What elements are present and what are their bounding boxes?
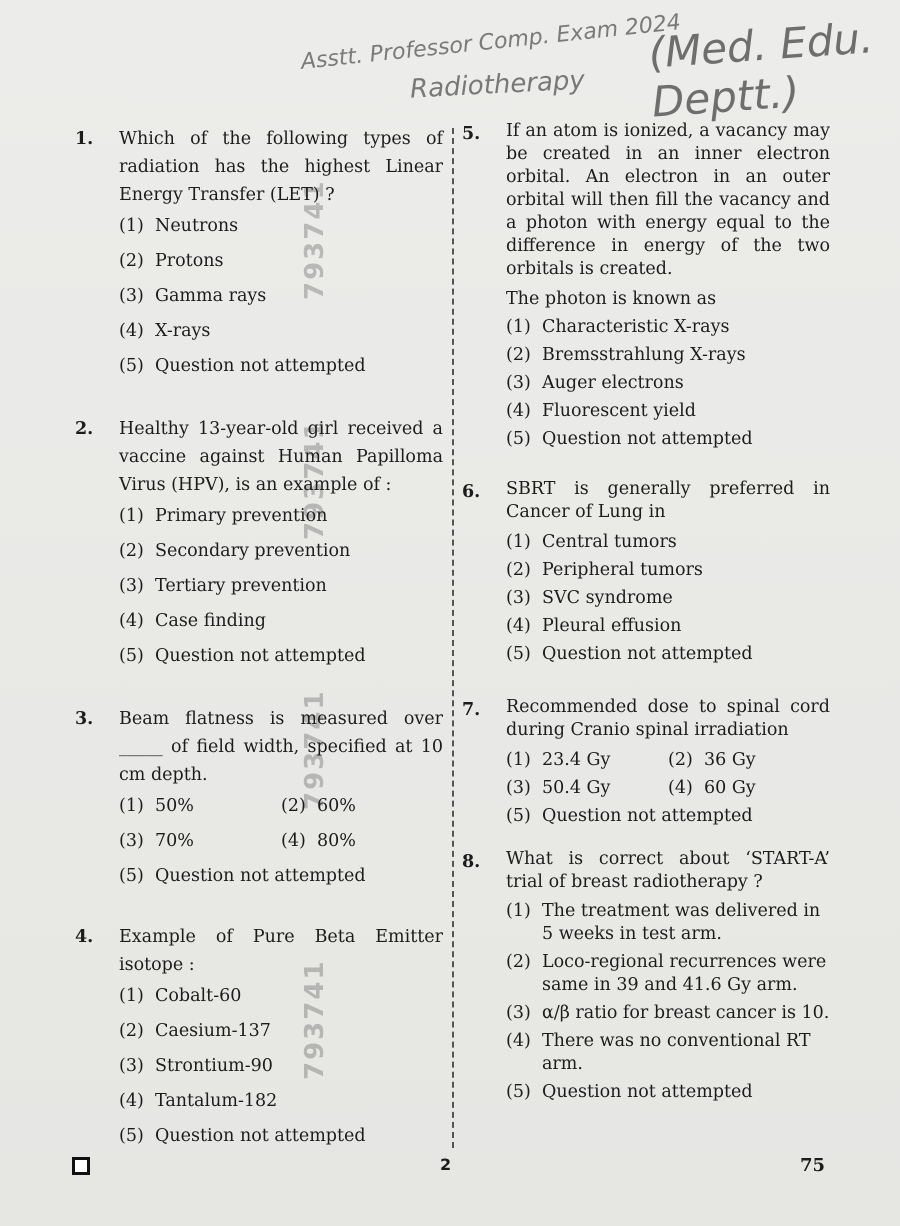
question — [462, 478, 830, 696]
question-number: 1. — [75, 129, 94, 149]
option: (1) 23.4 Gy — [506, 750, 611, 770]
right-column — [462, 120, 830, 1104]
question-number: 8. — [462, 852, 481, 872]
option: (1) Central tumors — [506, 532, 677, 552]
option: (1) Cobalt-60 — [119, 986, 242, 1006]
question — [462, 848, 830, 1104]
left-column — [75, 125, 443, 1154]
option: (5) Question not attempted — [119, 356, 366, 376]
option: (5) Question not attempted — [119, 646, 366, 666]
option: (4) X-rays — [119, 321, 211, 341]
option: (2) Loco-regional recurrences were same in 39 and 41.6 Gy arm. — [506, 952, 827, 995]
option: (3) Auger electrons — [506, 373, 684, 393]
options-list — [506, 528, 830, 668]
option: (2) Caesium-137 — [119, 1021, 271, 1041]
option: (5) Question not attempted — [119, 1126, 366, 1146]
option: (3) Strontium-90 — [119, 1056, 273, 1076]
question-text: Healthy 13-year-old girl received a vaccine against Human Papilloma Virus (HPV), is an example of : — [119, 419, 443, 495]
option: (3) α/β ratio for breast cancer is 10. — [506, 1003, 830, 1023]
watermark-serial: 793741 — [300, 419, 330, 540]
question — [75, 415, 443, 705]
booklet-code: 75 — [800, 1155, 826, 1176]
option: (4) Case finding — [119, 611, 266, 631]
question-number: 7. — [462, 700, 481, 720]
options-list — [506, 900, 830, 1104]
option: (5) Question not attempted — [506, 429, 753, 449]
watermark-serial: 793741 — [300, 179, 330, 300]
question-text: Example of Pure Beta Emitter isotope : — [119, 927, 443, 975]
question — [462, 120, 830, 478]
question-text: Recommended dose to spinal cord during Cranio spinal irradiation — [506, 697, 830, 740]
option: (2) Protons — [119, 251, 224, 271]
question-text: Beam flatness is measured over _____ of field width, specified at 10 cm depth. — [119, 709, 443, 785]
option: (3) SVC syndrome — [506, 588, 673, 608]
option-pair — [506, 774, 830, 802]
option: (4) 60 Gy — [668, 778, 756, 798]
question — [75, 125, 443, 415]
handwritten-note: (Med. Edu. Deptt.) — [646, 13, 875, 127]
question-number: 4. — [75, 927, 94, 947]
options-list — [119, 209, 443, 384]
option: (1) The treatment was delivered in 5 weeks in test arm. — [506, 901, 821, 944]
corner-marker-icon — [72, 1157, 90, 1175]
options-list — [506, 746, 830, 830]
column-divider — [452, 128, 454, 1148]
option: (4) Pleural effusion — [506, 616, 682, 636]
option: (1) 50% — [119, 796, 194, 816]
question-number: 2. — [75, 419, 94, 439]
question — [75, 705, 443, 923]
option: (2) 36 Gy — [668, 750, 756, 770]
option: (4) Tantalum-182 — [119, 1091, 278, 1111]
options-list — [119, 979, 443, 1154]
option: (3) 70% — [119, 831, 194, 851]
option: (4) Fluorescent yield — [506, 401, 696, 421]
question — [462, 696, 830, 848]
watermark-serial: 793741 — [300, 689, 330, 810]
page-number: 2 — [440, 1155, 452, 1174]
question-text: SBRT is generally preferred in Cancer of Lung in — [506, 479, 830, 522]
question-number: 3. — [75, 709, 94, 729]
option: (3) 50.4 Gy — [506, 778, 611, 798]
question-subtext: The photon is known as — [506, 289, 717, 309]
question-number: 6. — [462, 482, 481, 502]
question — [75, 923, 443, 1154]
handwritten-note: Asstt. Professor Comp. Exam 2024 — [299, 10, 682, 75]
option-pair — [506, 746, 830, 774]
handwritten-note: Radiotherapy — [409, 65, 586, 105]
option: (2) Bremsstrahlung X-rays — [506, 345, 746, 365]
option: (2) 60% — [281, 796, 356, 816]
question-text: If an atom is ionized, a vacancy may be created in an inner electron orbital. An electron in an outer orbital will then fill the vacancy and a photon with energy equal to the difference in energy of the two orbitals is created. — [506, 121, 830, 279]
question-number: 5. — [462, 124, 481, 144]
option: (3) Gamma rays — [119, 286, 267, 306]
watermark-serial: 793741 — [300, 959, 330, 1080]
option: (5) Question not attempted — [506, 644, 753, 664]
option: (5) Question not attempted — [506, 1082, 753, 1102]
option-pair — [119, 789, 443, 824]
question-text: Which of the following types of radiation has the highest Linear Energy Transfer (LET) ? — [119, 129, 443, 205]
question-text: What is correct about ‘START-A’ trial of breast radiotherapy ? — [506, 849, 830, 892]
option: (1) Neutrons — [119, 216, 239, 236]
options-list — [119, 789, 443, 894]
option: (5) Question not attempted — [119, 866, 366, 886]
option: (1) Primary prevention — [119, 506, 328, 526]
option: (1) Characteristic X-rays — [506, 317, 730, 337]
options-list — [506, 313, 830, 453]
option: (5) Question not attempted — [506, 806, 753, 826]
option: (2) Peripheral tumors — [506, 560, 703, 580]
option: (4) There was no conventional RT arm. — [506, 1031, 811, 1074]
option-pair — [119, 824, 443, 859]
option: (2) Secondary prevention — [119, 541, 351, 561]
option: (3) Tertiary prevention — [119, 576, 327, 596]
option: (4) 80% — [281, 831, 356, 851]
options-list — [119, 499, 443, 674]
